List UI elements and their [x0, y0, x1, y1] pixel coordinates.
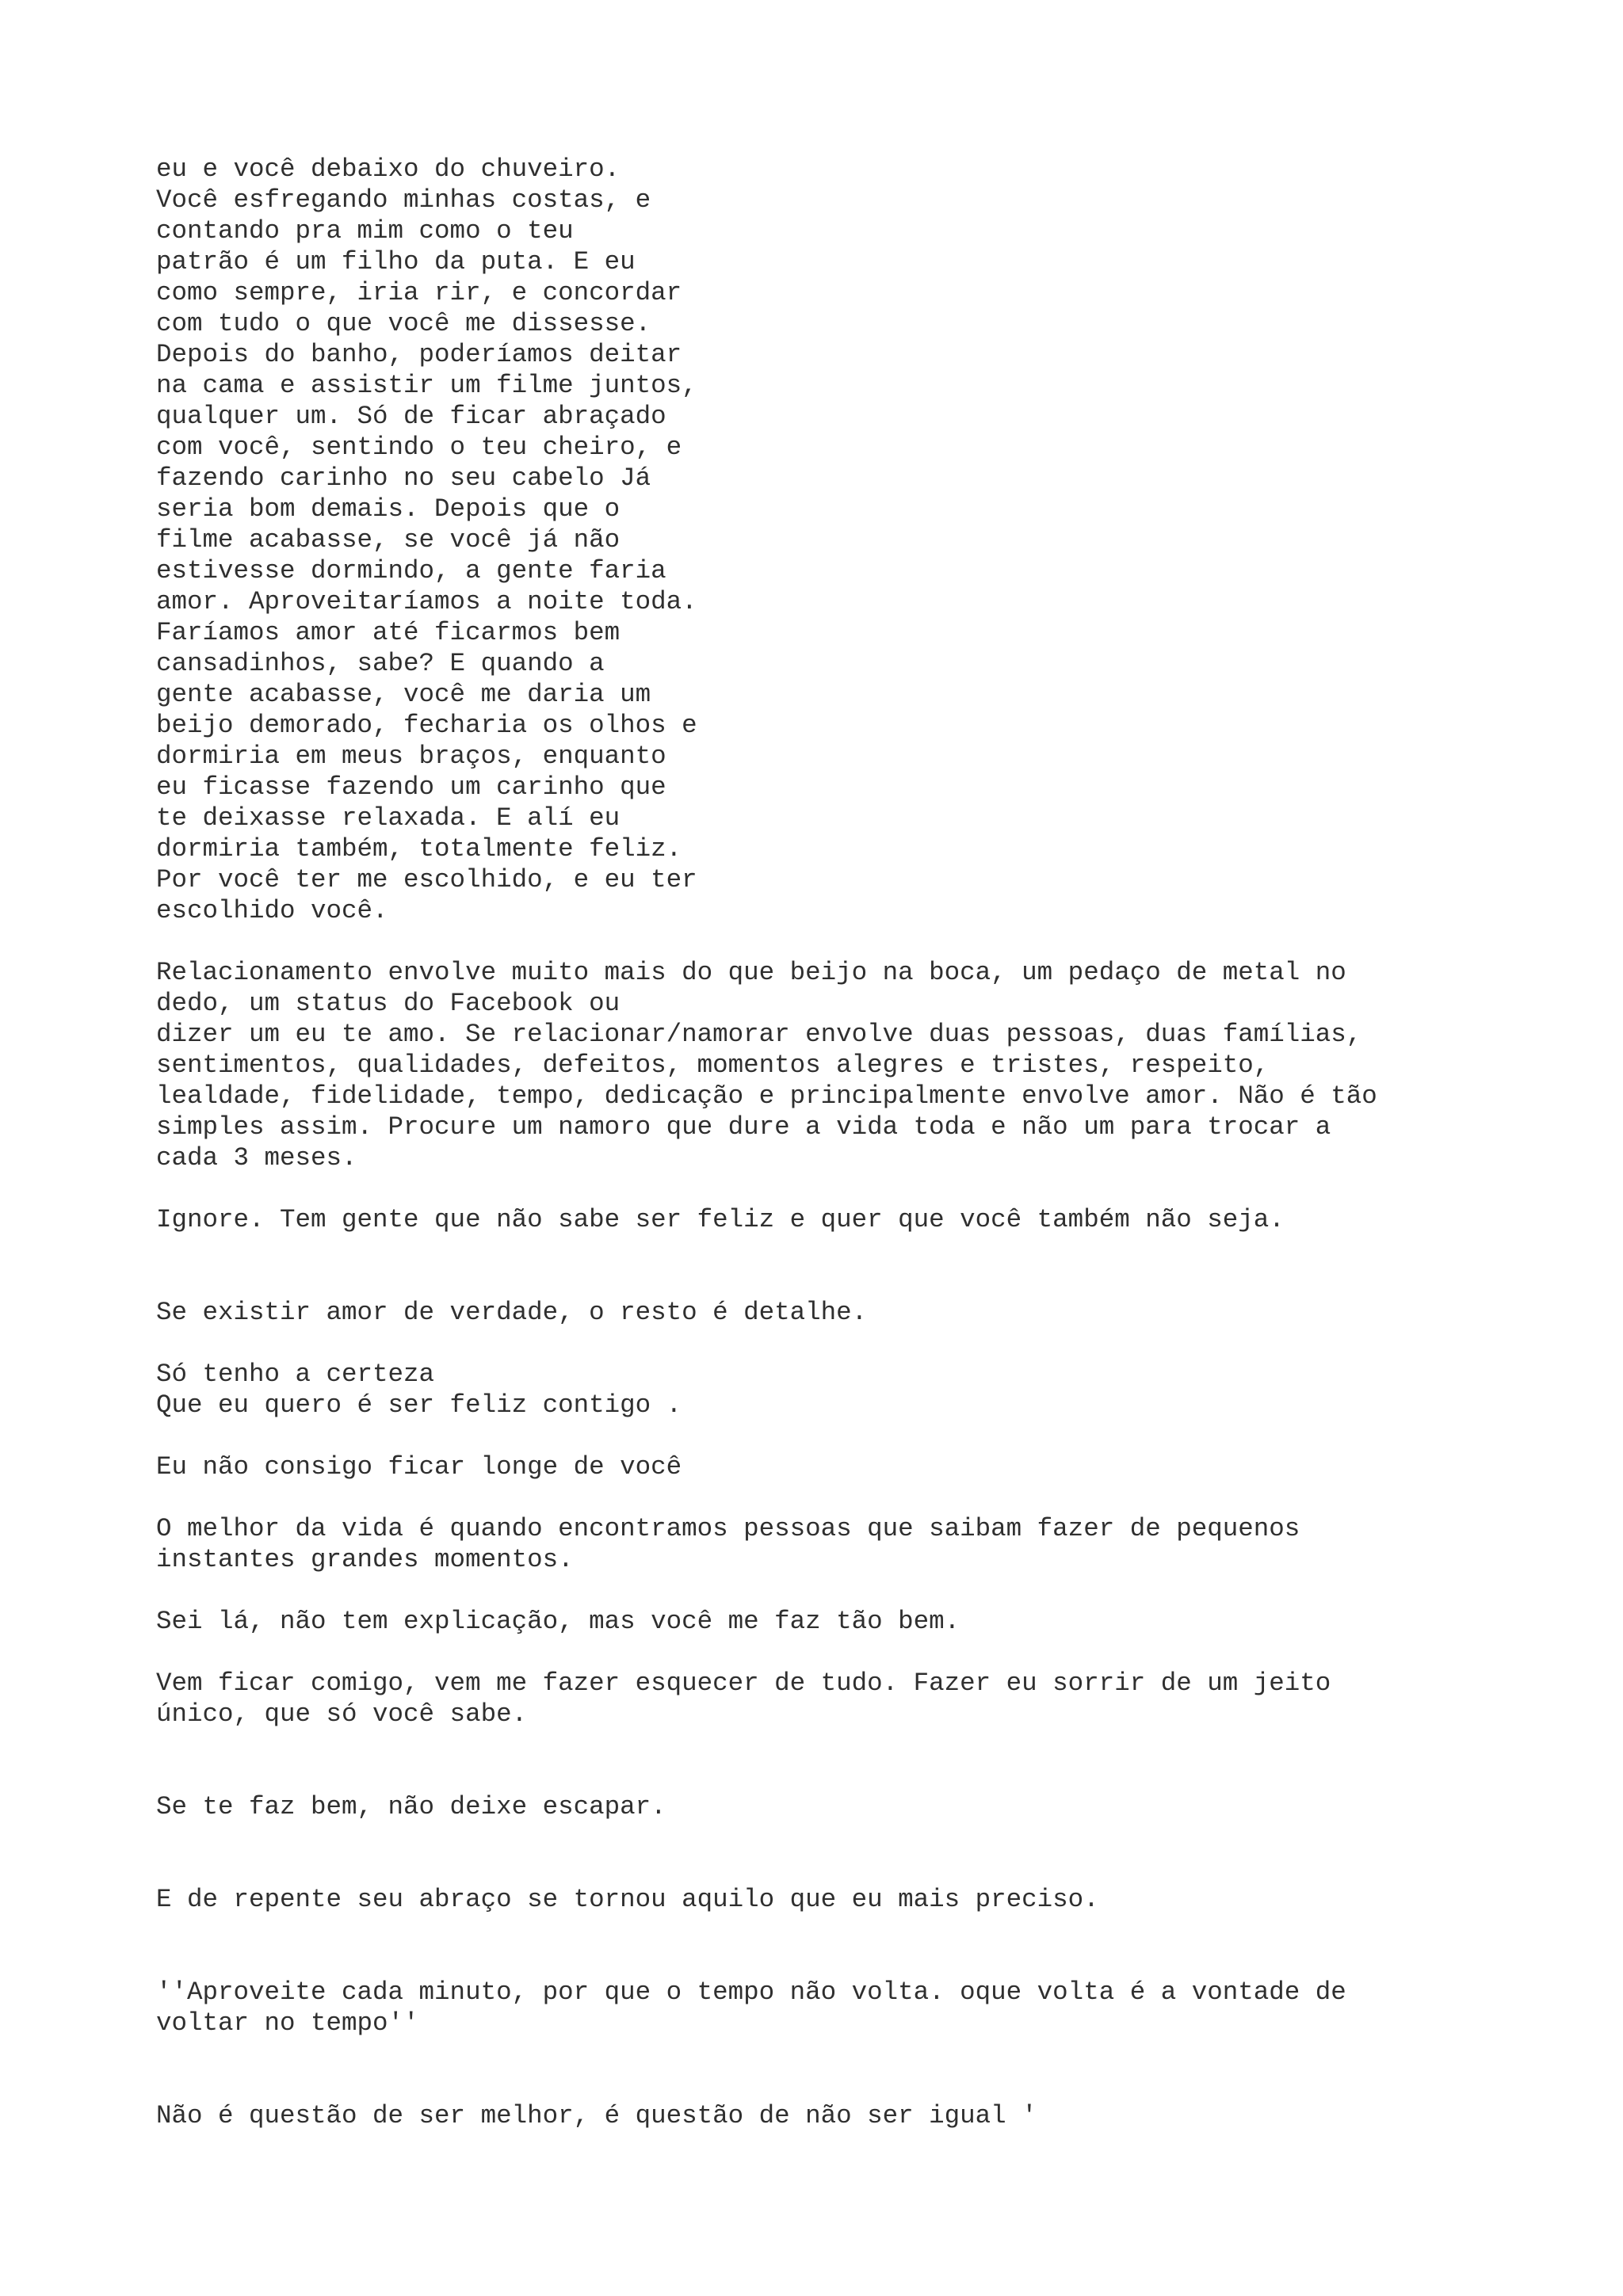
- text-line: Não é questão de ser melhor, é questão de não ser igual ': [156, 2101, 1037, 2130]
- text-line: com tudo o que você me dissesse.: [156, 309, 651, 338]
- text-line: instantes grandes momentos.: [156, 1545, 574, 1574]
- spacer: [156, 1328, 1503, 1359]
- text-line: simples assim. Procure um namoro que dure a vida toda e não um para trocar a: [156, 1112, 1331, 1142]
- text-line: Por você ter me escolhido, e eu ter: [156, 865, 697, 894]
- text-line: cansadinhos, sabe? E quando a: [156, 649, 605, 678]
- text-line: te deixasse relaxada. E alí eu: [156, 803, 621, 833]
- text-line: Se te faz bem, não deixe escapar.: [156, 1792, 666, 1821]
- text-line: ''Aproveite cada minuto, por que o tempo não volta. oque volta é a vontade de: [156, 1978, 1346, 2007]
- paragraph: [156, 1977, 1503, 2039]
- spacer: [156, 1637, 1503, 1668]
- text-line: eu e você debaixo do chuveiro.: [156, 154, 621, 184]
- text-line: cada 3 meses.: [156, 1143, 357, 1173]
- spacer: [156, 926, 1503, 957]
- text-line: contando pra mim como o teu: [156, 216, 574, 246]
- paragraph: [156, 957, 1503, 1173]
- text-line: Você esfregando minhas costas, e: [156, 185, 651, 215]
- text-line: dormiria também, totalmente feliz.: [156, 834, 682, 864]
- text-line: fazendo carinho no seu cabelo Já: [156, 463, 651, 493]
- text-line: E de repente seu abraço se tornou aquilo que eu mais preciso.: [156, 1885, 1099, 1914]
- text-line: sentimentos, qualidades, defeitos, momentos alegres e tristes, respeito,: [156, 1051, 1270, 1080]
- text-line: gente acabasse, você me daria um: [156, 680, 651, 709]
- text-line: escolhido você.: [156, 896, 388, 925]
- text-line: dizer um eu te amo. Se relacionar/namorar envolve duas pessoas, duas famílias,: [156, 1020, 1362, 1049]
- text-line: Eu não consigo ficar longe de você: [156, 1452, 682, 1482]
- spacer: [156, 1421, 1503, 1451]
- text-line: Só tenho a certeza: [156, 1360, 435, 1389]
- spacer: [156, 1575, 1503, 1606]
- text-line: como sempre, iria rir, e concordar: [156, 278, 682, 307]
- text-line: qualquer um. Só de ficar abraçado: [156, 402, 666, 431]
- text-line: seria bom demais. Depois que o: [156, 494, 621, 524]
- paragraph: [156, 1668, 1503, 1730]
- text-line: Relacionamento envolve muito mais do que beijo na boca, um pedaço de metal no: [156, 958, 1346, 987]
- spacer: [156, 1730, 1503, 1791]
- text-line: filme acabasse, se você já não: [156, 525, 621, 555]
- text-line: com você, sentindo o teu cheiro, e: [156, 433, 682, 462]
- text-line: beijo demorado, fecharia os olhos e: [156, 711, 697, 740]
- text-line: dormiria em meus braços, enquanto: [156, 742, 666, 771]
- text-line: amor. Aproveitaríamos a noite toda.: [156, 587, 697, 616]
- text-line: O melhor da vida é quando encontramos pessoas que saibam fazer de pequenos: [156, 1514, 1300, 1543]
- paragraph: [156, 1359, 1503, 1421]
- spacer: [156, 1915, 1503, 1977]
- text-line: lealdade, fidelidade, tempo, dedicação e principalmente envolve amor. Não é tão: [156, 1081, 1377, 1111]
- text-line: dedo, um status do Facebook ou: [156, 989, 621, 1018]
- spacer: [156, 1822, 1503, 1884]
- text-line: Se existir amor de verdade, o resto é detalhe.: [156, 1298, 868, 1327]
- text-line: Que eu quero é ser feliz contigo .: [156, 1390, 682, 1420]
- spacer: [156, 2039, 1503, 2100]
- spacer: [156, 1482, 1503, 1513]
- text-line: voltar no tempo'': [156, 2008, 419, 2038]
- spacer: [156, 1173, 1503, 1204]
- text-line: Depois do banho, poderíamos deitar: [156, 340, 682, 369]
- spacer: [156, 1235, 1503, 1297]
- text-line: eu ficasse fazendo um carinho que: [156, 772, 666, 802]
- paragraph: [156, 154, 1503, 926]
- document-body: [156, 154, 1503, 2131]
- text-line: único, que só você sabe.: [156, 1699, 528, 1729]
- text-line: Faríamos amor até ficarmos bem: [156, 618, 621, 647]
- text-line: estivesse dormindo, a gente faria: [156, 556, 666, 585]
- text-line: patrão é um filho da puta. E eu: [156, 247, 636, 277]
- paragraph: [156, 1513, 1503, 1575]
- text-line: Ignore. Tem gente que não sabe ser feliz e quer que você também não seja.: [156, 1205, 1285, 1234]
- text-line: Sei lá, não tem explicação, mas você me faz tão bem.: [156, 1607, 960, 1636]
- text-line: Vem ficar comigo, vem me fazer esquecer de tudo. Fazer eu sorrir de um jeito: [156, 1669, 1331, 1698]
- text-line: na cama e assistir um filme juntos,: [156, 371, 697, 400]
